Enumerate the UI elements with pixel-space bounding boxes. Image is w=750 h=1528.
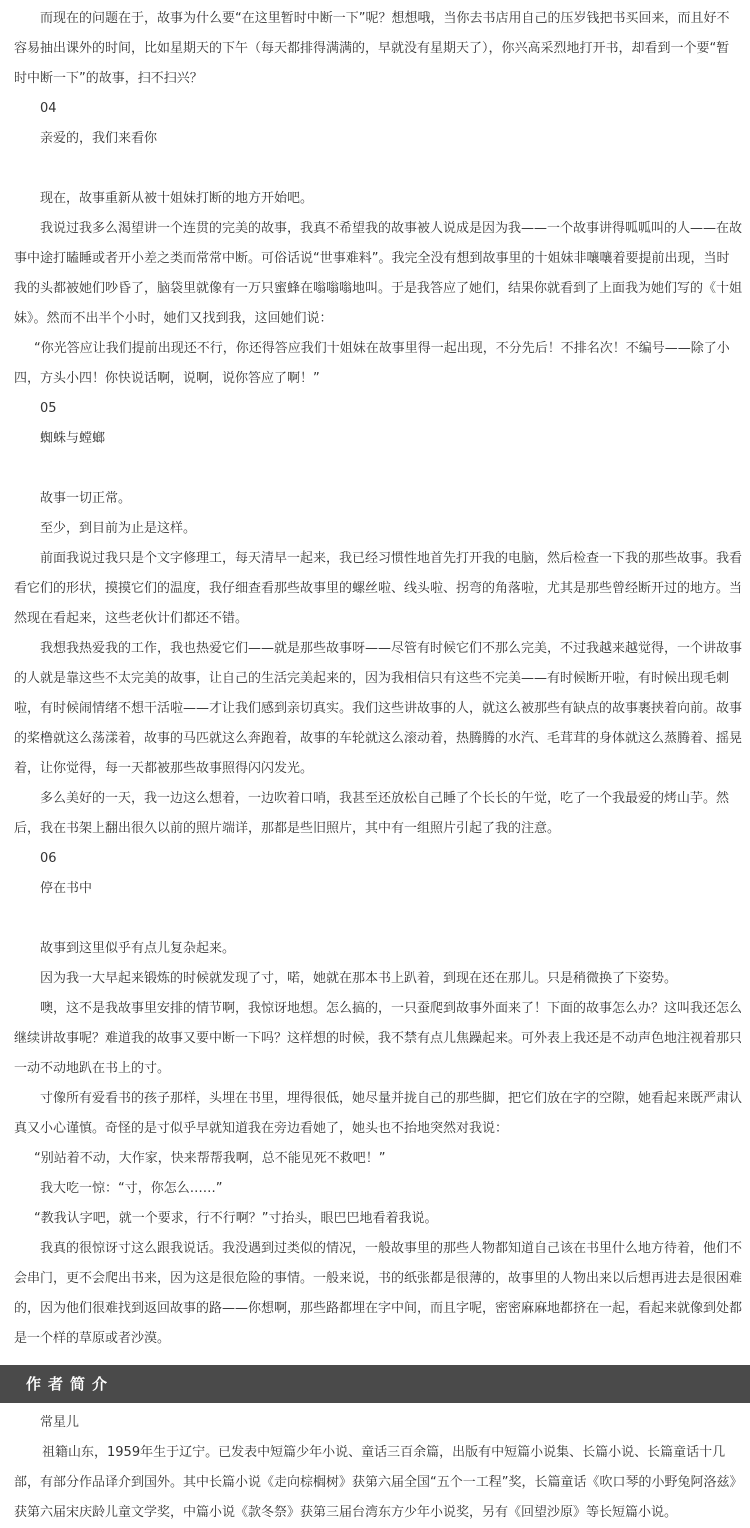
quote-paragraph: “教我认字吧，就一个要求，行不行啊？”寸抬头，眼巴巴地看着我说。 bbox=[34, 1211, 438, 1226]
section-number-06: 06 bbox=[40, 851, 57, 866]
author-intro-heading: 作者简介 bbox=[0, 1365, 750, 1403]
author-intro bbox=[0, 1408, 750, 1528]
spacer bbox=[0, 904, 750, 934]
quote-paragraph: “你光答应让我们提前出现还不行，你还得答应我们十姐妹在故事里得一起出现，不分先后！不排名次！不编号——除了小四，方头小四！你快说话啊，说啊，说你答应了啊！” bbox=[14, 341, 730, 386]
paragraph: 我真的很惊讶寸这么跟我说话。我没遇到过类似的情况，一般故事里的那些人物都知道自己该在书里什么地方待着，他们不会串门，更不会爬出书来，因为这是很危险的事情。一般来说，书的纸张都是很薄的，故事里的人物出来以后想再进去是很困难的，因为他们很难找到返回故事的路——你想啊，那些路都埋在字中间，而且字呢，密密麻麻地都挤在一起，看起来就像到处都是一个样的草原或者沙漠。 bbox=[14, 1241, 743, 1346]
paragraph: 至少，到目前为止是这样。 bbox=[40, 521, 197, 536]
section-number-04: 04 bbox=[40, 101, 57, 116]
paragraph: 我说过我多么渴望讲一个连贯的完美的故事，我真不希望我的故事被人说成是因为我——一个故事讲得呱呱叫的人——在故事中途打瞌睡或者开小差之类而常常中断。可俗话说“世事难料”。我完全没有想到故事里的十姐妹非嚷嚷着要提前出现，当时我的头都被她们吵昏了，脑袋里就像有一万只蜜蜂在嗡嗡嗡地叫。于是我答应了她们，结果你就看到了上面我为她们写的《十姐妹》。然而不出半个小时，她们又找到我，这回她们说： bbox=[14, 221, 743, 326]
quote-paragraph: “别站着不动，大作家，快来帮帮我啊，总不能见死不救吧！” bbox=[34, 1151, 386, 1166]
paragraph: 现在，故事重新从被十姐妹打断的地方开始吧。 bbox=[40, 191, 314, 206]
paragraph: 噢，这不是我故事里安排的情节啊，我惊讶地想。怎么搞的，一只蚕爬到故事外面来了！下面的故事怎么办？这叫我还怎么继续讲故事呢？难道我的故事又要中断一下吗？这样想的时候，我不禁有点儿焦躁起来。可外表上我还是不动声色地注视着那只一动不动地趴在书上的寸。 bbox=[14, 1001, 743, 1076]
section-number-05: 05 bbox=[40, 401, 57, 416]
spacer bbox=[0, 154, 750, 184]
author-name: 常星儿 bbox=[40, 1415, 80, 1430]
section-title-06: 停在书中 bbox=[40, 881, 93, 896]
section-title-04: 亲爱的，我们来看你 bbox=[40, 131, 158, 146]
author-bio: 祖籍山东，1959年生于辽宁。已发表中短篇少年小说、童话三百余篇，出版有中短篇小说集、长篇小说、长篇童话十几部，有部分作品译介到国外。其中长篇小说《走向棕榈树》获第六届全国“五个一工程”奖，长篇童话《吹口琴的小野兔阿洛兹》获第六届宋庆龄儿童文学奖，中篇小说《款冬祭》获第三届台湾东方少年小说奖，另有《回望沙原》等长短篇小说。 bbox=[14, 1445, 736, 1520]
paragraph: 因为我一大早起来锻炼的时候就发现了寸，喏，她就在那本书上趴着，到现在还在那儿。只是稍微换了下姿势。 bbox=[40, 971, 678, 986]
spacer bbox=[0, 454, 750, 484]
paragraph: 故事到这里似乎有点儿复杂起来。 bbox=[40, 941, 236, 956]
paragraph: 寸像所有爱看书的孩子那样，头埋在书里，埋得很低，她尽量并拢自己的那些脚，把它们放在字的空隙，她看起来既严肃认真又小心谨慎。奇怪的是寸似乎早就知道我在旁边看她了，她头也不抬地突然对我说： bbox=[14, 1091, 743, 1136]
paragraph: 前面我说过我只是个文字修理工，每天清早一起来，我已经习惯性地首先打开我的电脑，然后检查一下我的那些故事。我看看它们的形状，摸摸它们的温度，我仔细查看那些故事里的螺丝啦、线头啦、拐弯的角落啦，尤其是那些曾经断开过的地方。当然现在看起来，这些老伙计们都还不错。 bbox=[14, 551, 743, 626]
paragraph: 我想我热爱我的工作，我也热爱它们——就是那些故事呀——尽管有时候它们不那么完美，不过我越来越觉得，一个讲故事的人就是靠这些不太完美的故事，让自己的生活完美起来的，因为我相信只有这些不完美——有时候断开啦，有时候出现毛刺啦，有时候闹情绪不想干活啦——才让我们感到亲切真实。我们这些讲故事的人，就这么被那些有缺点的故事裹挟着向前。故事的桨橹就这么荡漾着，故事的马匹就这么奔跑着，故事的车轮就这么滚动着，热腾腾的水汽、毛茸茸的身体就这么蒸腾着、摇晃着，让你觉得，每一天都被那些故事照得闪闪发光。 bbox=[14, 641, 743, 776]
section-title-05: 蜘蛛与螳螂 bbox=[40, 431, 106, 446]
paragraph: 故事一切正常。 bbox=[40, 491, 132, 506]
paragraph: 我大吃一惊：“寸，你怎么……” bbox=[40, 1181, 223, 1196]
paragraph: 而现在的问题在于，故事为什么要“在这里暂时中断一下”呢？想想哦，当你去书店用自己的压岁钱把书买回来，而且好不容易抽出课外的时间，比如星期天的下午（每天都排得满满的，早就没有星期天了），你兴高采烈地打开书，却看到一个要“暂时中断一下”的故事，扫不扫兴？ bbox=[14, 11, 730, 86]
paragraph: 多么美好的一天，我一边这么想着，一边吹着口哨，我甚至还放松自己睡了个长长的午觉，吃了一个我最爱的烤山芋。然后，我在书架上翻出很久以前的照片端详，那都是些旧照片，其中有一组照片引起了我的注意。 bbox=[14, 791, 730, 836]
